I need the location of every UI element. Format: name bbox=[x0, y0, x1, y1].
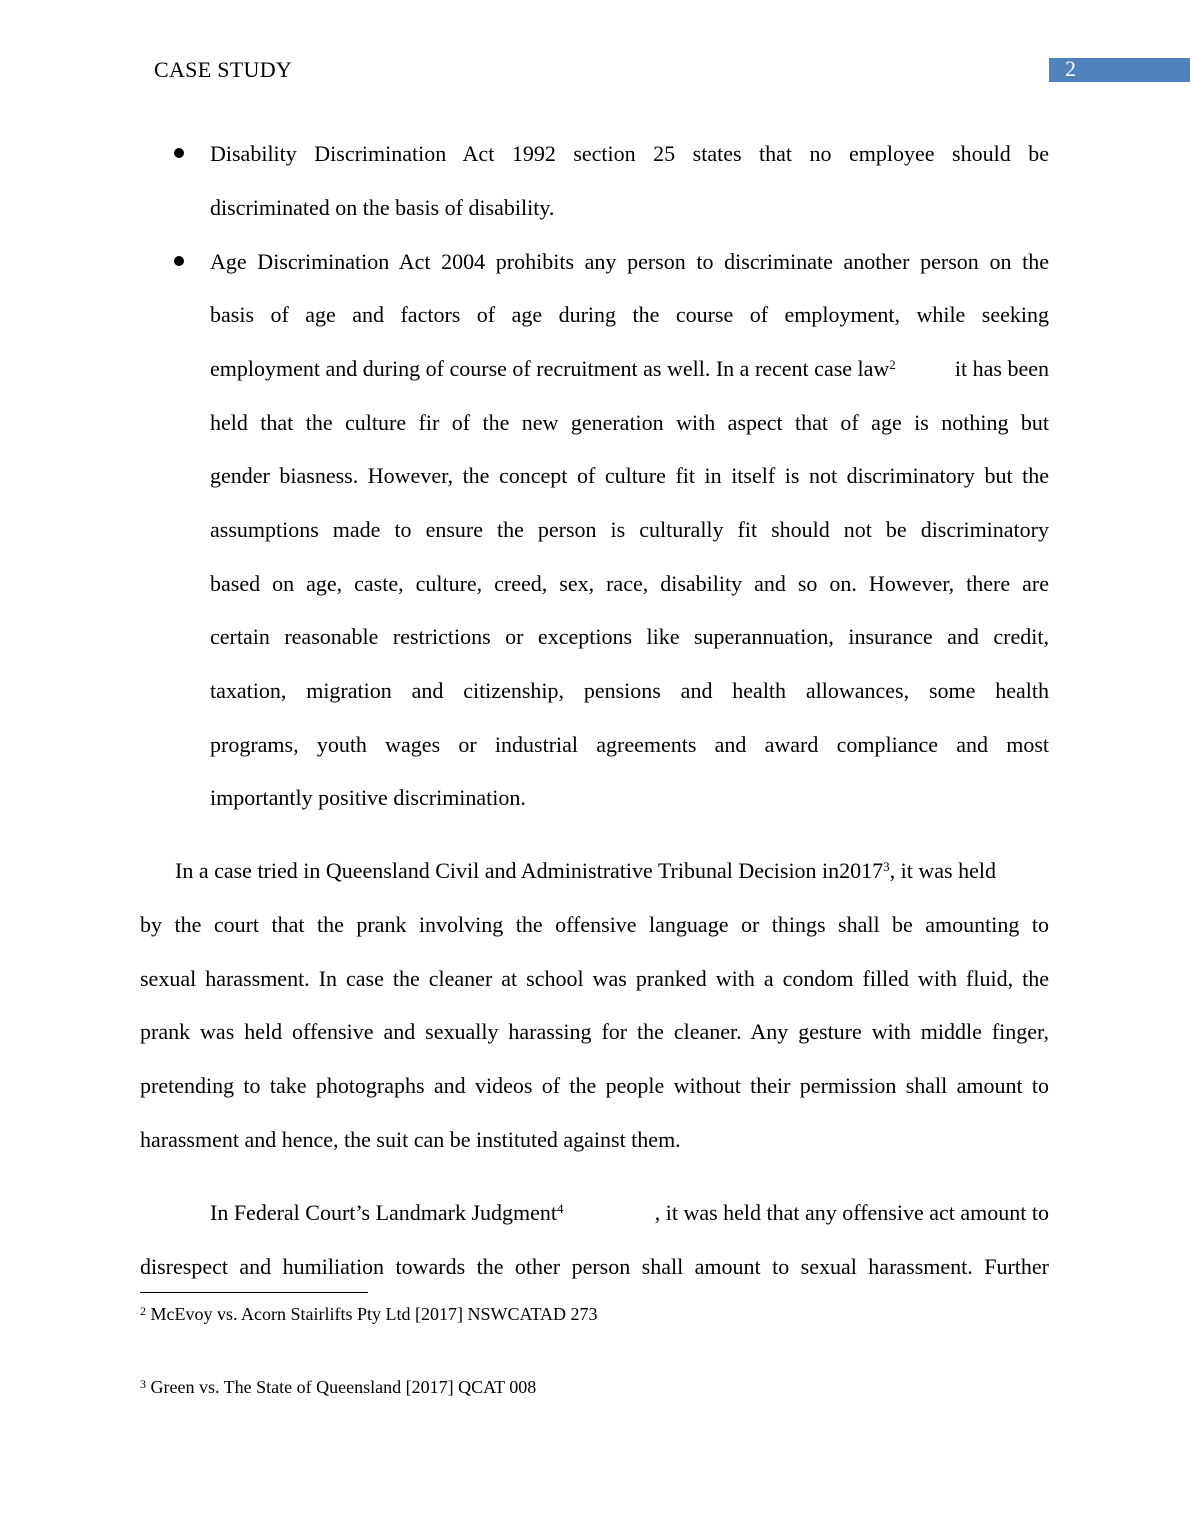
page-number: 2 bbox=[1065, 56, 1076, 81]
bullet-1-line-2: discriminated on the basis of disability. bbox=[210, 195, 555, 220]
paragraph-1-line-1-tail: , it was held bbox=[889, 858, 996, 883]
footnote-ref-3: 3 bbox=[883, 859, 890, 874]
paragraph-2-line-1 bbox=[210, 1200, 1049, 1226]
bullet-icon bbox=[174, 256, 184, 266]
header-title: CASE STUDY bbox=[154, 57, 293, 82]
bullet-2-line-2: basis of age and factors of age during the course of employment, while seeking bbox=[210, 302, 1049, 327]
bullet-2-line-3 bbox=[210, 356, 1049, 382]
bullet-2-line-11: importantly positive discrimination. bbox=[210, 785, 526, 810]
footnote-2-text: McEvoy vs. Acorn Stairlifts Pty Ltd [2017] NSWCATAD 273 bbox=[146, 1304, 598, 1324]
footnote-3-text: Green vs. The State of Queensland [2017] QCAT 008 bbox=[146, 1377, 537, 1397]
bullet-2-line-6: assumptions made to ensure the person is culturally fit should not be discriminatory bbox=[210, 517, 1049, 542]
paragraph-1-line-3: sexual harassment. In case the cleaner at school was pranked with a condom filled with fluid, the bbox=[140, 966, 1049, 991]
paragraph-1-line-6: harassment and hence, the suit can be instituted against them. bbox=[140, 1127, 681, 1152]
footnote-3 bbox=[140, 1376, 536, 1398]
bullet-2-line-1: Age Discrimination Act 2004 prohibits any person to discriminate another person on the bbox=[210, 249, 1049, 274]
bullet-2-line-3-main: employment and during of course of recruitment as well. In a recent case law bbox=[210, 356, 890, 381]
bullet-2-line-3-tail: it has been bbox=[949, 356, 1049, 381]
bullet-2-line-7: based on age, caste, culture, creed, sex, race, disability and so on. However, there are bbox=[210, 571, 1049, 596]
bullet-1-line-1: Disability Discrimination Act 1992 section 25 states that no employee should be bbox=[210, 141, 1049, 166]
paragraph-1-line-4: prank was held offensive and sexually harassing for the cleaner. Any gesture with middle finger, bbox=[140, 1019, 1049, 1044]
footnote-2-number: 2 bbox=[140, 1304, 146, 1318]
bullet-2-line-10: programs, youth wages or industrial agreements and award compliance and most bbox=[210, 732, 1049, 757]
paragraph-1-line-5: pretending to take photographs and videos of the people without their permission shall amount to bbox=[140, 1073, 1049, 1098]
footnote-ref-2: 2 bbox=[889, 357, 896, 372]
paragraph-1-line-1-main: In a case tried in Queensland Civil and Administrative Tribunal Decision in2017 bbox=[175, 858, 884, 883]
footnote-separator bbox=[140, 1292, 368, 1293]
footnote-ref-4: 4 bbox=[557, 1201, 564, 1216]
bullet-2-line-5: gender biasness. However, the concept of culture fit in itself is not discriminatory but the bbox=[210, 463, 1049, 488]
page-number-box bbox=[1049, 58, 1190, 82]
bullet-2-line-3-text bbox=[210, 356, 896, 382]
bullet-2-line-4: held that the culture fir of the new generation with aspect that of age is nothing but bbox=[210, 410, 1049, 435]
paragraph-2-line-1-text bbox=[210, 1200, 564, 1226]
bullet-2-line-8: certain reasonable restrictions or exceptions like superannuation, insurance and credit, bbox=[210, 624, 1049, 649]
paragraph-1-line-1 bbox=[175, 858, 1049, 884]
paragraph-1-line-2: by the court that the prank involving the offensive language or things shall be amounting to bbox=[140, 912, 1049, 937]
bullet-2-line-9: taxation, migration and citizenship, pensions and health allowances, some health bbox=[210, 678, 1049, 703]
paragraph-2-line-1-tail: , it was held that any offensive act amount to bbox=[654, 1200, 1049, 1225]
bullet-icon bbox=[174, 148, 184, 158]
footnote-3-number: 3 bbox=[140, 1377, 146, 1391]
footnote-2 bbox=[140, 1303, 598, 1325]
paragraph-2-line-1-main: In Federal Court’s Landmark Judgment bbox=[210, 1200, 558, 1225]
paragraph-1-line-1-text bbox=[175, 858, 996, 884]
paragraph-2-line-2: disrespect and humiliation towards the other person shall amount to sexual harassment. Further bbox=[140, 1254, 1049, 1279]
